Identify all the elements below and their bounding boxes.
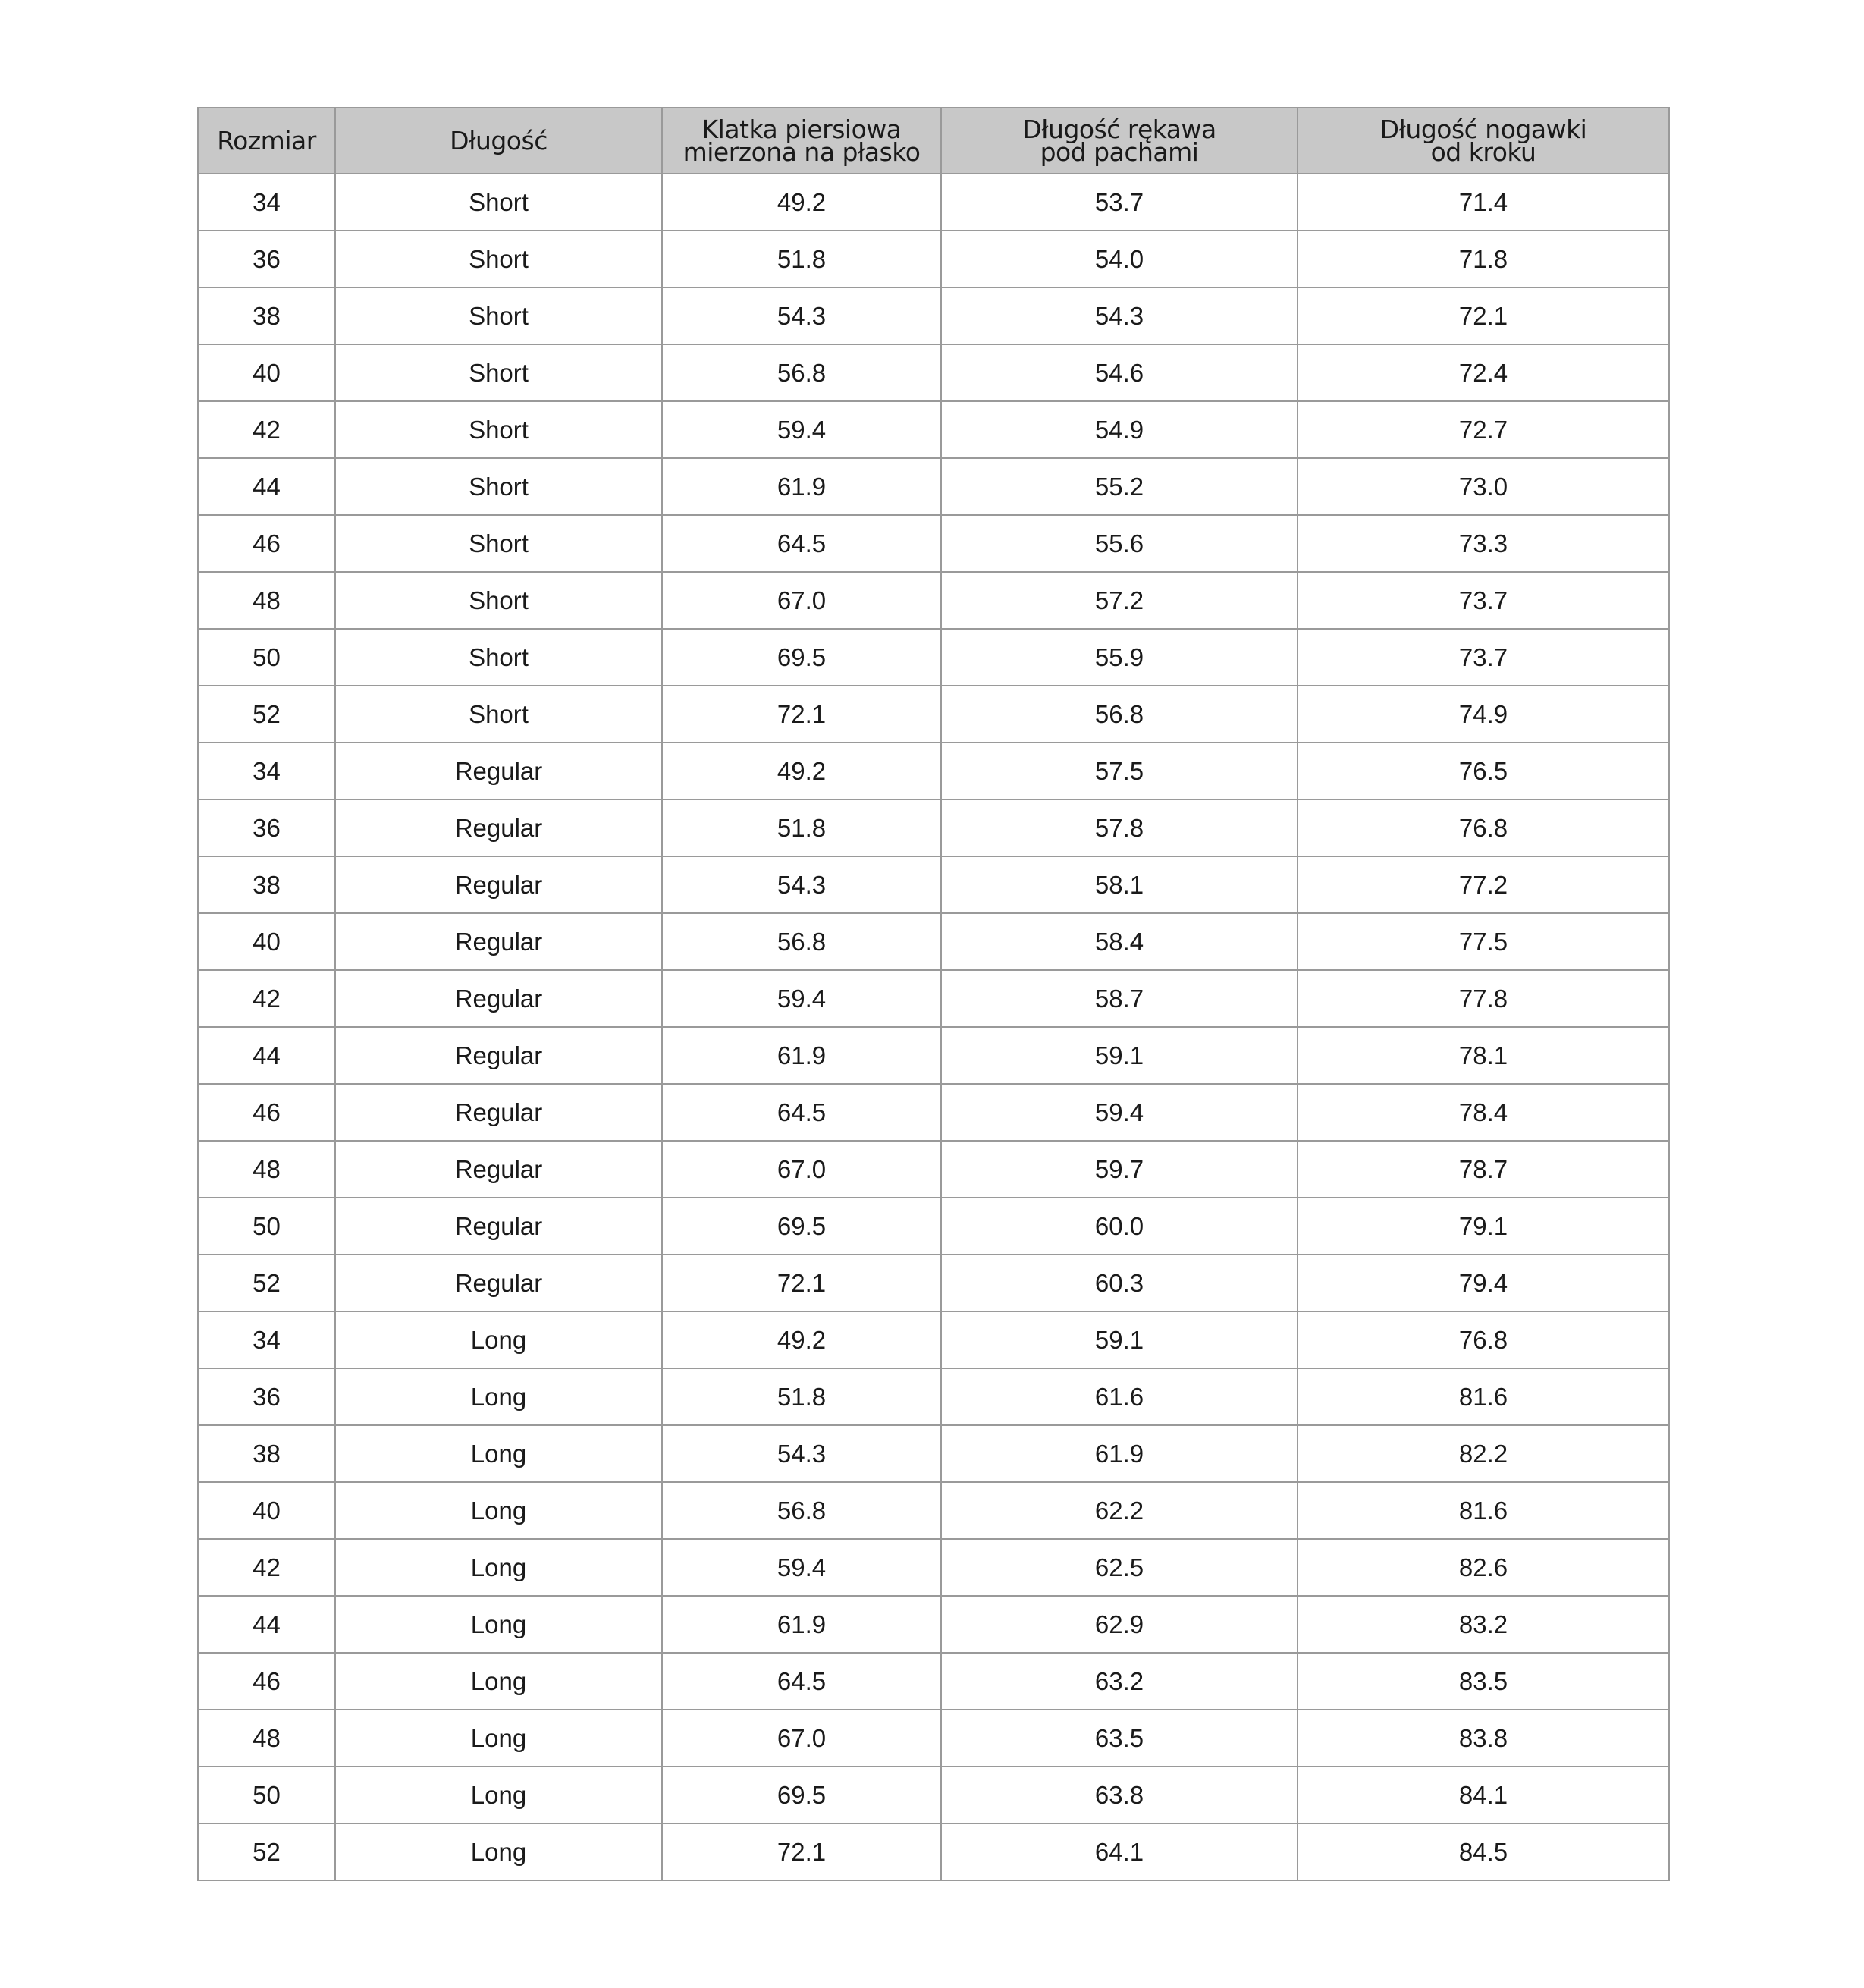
- cell-inseam: 74.9: [1298, 686, 1669, 743]
- table-row: [198, 1710, 1669, 1767]
- cell-inseam: 81.6: [1298, 1482, 1669, 1539]
- table-row: [198, 572, 1669, 629]
- header-sleeve: Długość rękawa pod pachami: [941, 108, 1298, 174]
- cell-chest: 54.3: [662, 1425, 941, 1482]
- cell-size: 46: [198, 515, 335, 572]
- table-row: [198, 174, 1669, 231]
- cell-inseam: 83.5: [1298, 1653, 1669, 1710]
- cell-chest: 59.4: [662, 970, 941, 1027]
- cell-length: Regular: [335, 799, 662, 856]
- table-row: [198, 1255, 1669, 1311]
- table-row: [198, 686, 1669, 743]
- cell-size: 48: [198, 1141, 335, 1198]
- table-row: [198, 1653, 1669, 1710]
- cell-sleeve: 57.2: [941, 572, 1298, 629]
- cell-length: Long: [335, 1311, 662, 1368]
- cell-sleeve: 54.6: [941, 344, 1298, 401]
- cell-chest: 72.1: [662, 686, 941, 743]
- cell-chest: 61.9: [662, 458, 941, 515]
- cell-chest: 67.0: [662, 1710, 941, 1767]
- cell-chest: 49.2: [662, 174, 941, 231]
- cell-inseam: 71.4: [1298, 174, 1669, 231]
- cell-inseam: 84.5: [1298, 1823, 1669, 1880]
- cell-sleeve: 59.1: [941, 1311, 1298, 1368]
- cell-chest: 64.5: [662, 1084, 941, 1141]
- table-row: [198, 1482, 1669, 1539]
- cell-size: 48: [198, 1710, 335, 1767]
- table-row: [198, 515, 1669, 572]
- cell-size: 36: [198, 231, 335, 287]
- cell-length: Long: [335, 1767, 662, 1823]
- table-row: [198, 1539, 1669, 1596]
- cell-chest: 64.5: [662, 515, 941, 572]
- cell-sleeve: 61.6: [941, 1368, 1298, 1425]
- cell-sleeve: 58.4: [941, 913, 1298, 970]
- cell-sleeve: 54.9: [941, 401, 1298, 458]
- cell-length: Long: [335, 1710, 662, 1767]
- table-row: [198, 1823, 1669, 1880]
- cell-inseam: 78.7: [1298, 1141, 1669, 1198]
- table-row: [198, 287, 1669, 344]
- header-size: Rozmiar: [198, 108, 335, 174]
- table-row: [198, 856, 1669, 913]
- cell-inseam: 77.2: [1298, 856, 1669, 913]
- cell-chest: 72.1: [662, 1823, 941, 1880]
- cell-chest: 61.9: [662, 1027, 941, 1084]
- cell-size: 34: [198, 174, 335, 231]
- cell-inseam: 72.4: [1298, 344, 1669, 401]
- table-row: [198, 1141, 1669, 1198]
- cell-length: Short: [335, 231, 662, 287]
- cell-chest: 54.3: [662, 856, 941, 913]
- cell-size: 40: [198, 1482, 335, 1539]
- cell-inseam: 73.7: [1298, 572, 1669, 629]
- cell-size: 46: [198, 1084, 335, 1141]
- table-row: [198, 458, 1669, 515]
- cell-length: Regular: [335, 1255, 662, 1311]
- cell-length: Short: [335, 686, 662, 743]
- cell-size: 42: [198, 1539, 335, 1596]
- cell-chest: 56.8: [662, 344, 941, 401]
- cell-sleeve: 63.5: [941, 1710, 1298, 1767]
- cell-inseam: 79.4: [1298, 1255, 1669, 1311]
- cell-sleeve: 58.1: [941, 856, 1298, 913]
- cell-inseam: 83.8: [1298, 1710, 1669, 1767]
- table-row: [198, 913, 1669, 970]
- cell-sleeve: 58.7: [941, 970, 1298, 1027]
- cell-chest: 72.1: [662, 1255, 941, 1311]
- cell-size: 52: [198, 686, 335, 743]
- header-length: Długość: [335, 108, 662, 174]
- cell-size: 50: [198, 1198, 335, 1255]
- cell-sleeve: 54.0: [941, 231, 1298, 287]
- cell-sleeve: 63.2: [941, 1653, 1298, 1710]
- cell-size: 38: [198, 1425, 335, 1482]
- cell-sleeve: 60.0: [941, 1198, 1298, 1255]
- cell-size: 52: [198, 1823, 335, 1880]
- cell-length: Short: [335, 629, 662, 686]
- cell-inseam: 76.8: [1298, 1311, 1669, 1368]
- cell-sleeve: 59.1: [941, 1027, 1298, 1084]
- cell-size: 36: [198, 1368, 335, 1425]
- cell-length: Long: [335, 1539, 662, 1596]
- cell-size: 38: [198, 856, 335, 913]
- cell-inseam: 82.2: [1298, 1425, 1669, 1482]
- cell-length: Long: [335, 1425, 662, 1482]
- cell-inseam: 73.0: [1298, 458, 1669, 515]
- cell-inseam: 78.4: [1298, 1084, 1669, 1141]
- cell-length: Short: [335, 344, 662, 401]
- cell-length: Short: [335, 572, 662, 629]
- cell-length: Long: [335, 1653, 662, 1710]
- cell-inseam: 83.2: [1298, 1596, 1669, 1653]
- table-row: [198, 231, 1669, 287]
- cell-inseam: 76.5: [1298, 743, 1669, 799]
- cell-length: Long: [335, 1823, 662, 1880]
- cell-sleeve: 60.3: [941, 1255, 1298, 1311]
- cell-length: Short: [335, 174, 662, 231]
- table-row: [198, 743, 1669, 799]
- table-row: [198, 1027, 1669, 1084]
- cell-size: 44: [198, 458, 335, 515]
- cell-size: 44: [198, 1027, 335, 1084]
- cell-chest: 69.5: [662, 1198, 941, 1255]
- cell-chest: 56.8: [662, 913, 941, 970]
- cell-chest: 59.4: [662, 401, 941, 458]
- cell-chest: 64.5: [662, 1653, 941, 1710]
- cell-length: Regular: [335, 1084, 662, 1141]
- cell-length: Regular: [335, 1198, 662, 1255]
- cell-size: 48: [198, 572, 335, 629]
- cell-inseam: 77.8: [1298, 970, 1669, 1027]
- cell-size: 46: [198, 1653, 335, 1710]
- cell-sleeve: 55.9: [941, 629, 1298, 686]
- cell-length: Regular: [335, 1027, 662, 1084]
- cell-inseam: 76.8: [1298, 799, 1669, 856]
- cell-sleeve: 63.8: [941, 1767, 1298, 1823]
- cell-size: 52: [198, 1255, 335, 1311]
- cell-inseam: 71.8: [1298, 231, 1669, 287]
- cell-inseam: 79.1: [1298, 1198, 1669, 1255]
- cell-sleeve: 61.9: [941, 1425, 1298, 1482]
- table-row: [198, 1767, 1669, 1823]
- table-body: [198, 174, 1669, 1880]
- header-row: [198, 108, 1669, 174]
- cell-length: Regular: [335, 856, 662, 913]
- cell-size: 42: [198, 401, 335, 458]
- cell-chest: 49.2: [662, 1311, 941, 1368]
- table-row: [198, 970, 1669, 1027]
- cell-sleeve: 64.1: [941, 1823, 1298, 1880]
- cell-chest: 67.0: [662, 1141, 941, 1198]
- cell-inseam: 73.7: [1298, 629, 1669, 686]
- size-chart-table: [197, 107, 1670, 1881]
- cell-inseam: 84.1: [1298, 1767, 1669, 1823]
- cell-length: Short: [335, 515, 662, 572]
- table-header: [198, 108, 1669, 174]
- cell-inseam: 73.3: [1298, 515, 1669, 572]
- cell-length: Short: [335, 458, 662, 515]
- cell-inseam: 72.1: [1298, 287, 1669, 344]
- cell-length: Regular: [335, 1141, 662, 1198]
- table-row: [198, 799, 1669, 856]
- cell-sleeve: 59.7: [941, 1141, 1298, 1198]
- cell-sleeve: 57.8: [941, 799, 1298, 856]
- table-row: [198, 1596, 1669, 1653]
- cell-chest: 51.8: [662, 1368, 941, 1425]
- table-row: [198, 1368, 1669, 1425]
- cell-chest: 69.5: [662, 629, 941, 686]
- table-row: [198, 401, 1669, 458]
- cell-sleeve: 55.2: [941, 458, 1298, 515]
- header-inseam: Długość nogawki od kroku: [1298, 108, 1669, 174]
- cell-size: 40: [198, 913, 335, 970]
- cell-sleeve: 62.9: [941, 1596, 1298, 1653]
- cell-chest: 61.9: [662, 1596, 941, 1653]
- cell-chest: 56.8: [662, 1482, 941, 1539]
- cell-size: 42: [198, 970, 335, 1027]
- cell-sleeve: 55.6: [941, 515, 1298, 572]
- cell-size: 38: [198, 287, 335, 344]
- table-row: [198, 1425, 1669, 1482]
- cell-chest: 51.8: [662, 799, 941, 856]
- cell-chest: 54.3: [662, 287, 941, 344]
- cell-chest: 51.8: [662, 231, 941, 287]
- table-row: [198, 1198, 1669, 1255]
- cell-chest: 59.4: [662, 1539, 941, 1596]
- cell-length: Regular: [335, 913, 662, 970]
- cell-size: 36: [198, 799, 335, 856]
- cell-sleeve: 62.5: [941, 1539, 1298, 1596]
- cell-size: 50: [198, 1767, 335, 1823]
- cell-inseam: 82.6: [1298, 1539, 1669, 1596]
- cell-chest: 69.5: [662, 1767, 941, 1823]
- table-row: [198, 629, 1669, 686]
- cell-inseam: 77.5: [1298, 913, 1669, 970]
- cell-chest: 49.2: [662, 743, 941, 799]
- cell-sleeve: 54.3: [941, 287, 1298, 344]
- cell-size: 44: [198, 1596, 335, 1653]
- table-row: [198, 1084, 1669, 1141]
- cell-length: Long: [335, 1368, 662, 1425]
- table-row: [198, 1311, 1669, 1368]
- header-chest: Klatka piersiowa mierzona na płasko: [662, 108, 941, 174]
- cell-length: Long: [335, 1596, 662, 1653]
- table-row: [198, 344, 1669, 401]
- cell-sleeve: 56.8: [941, 686, 1298, 743]
- cell-chest: 67.0: [662, 572, 941, 629]
- cell-size: 34: [198, 1311, 335, 1368]
- cell-inseam: 78.1: [1298, 1027, 1669, 1084]
- cell-length: Short: [335, 287, 662, 344]
- cell-sleeve: 59.4: [941, 1084, 1298, 1141]
- cell-length: Long: [335, 1482, 662, 1539]
- cell-inseam: 72.7: [1298, 401, 1669, 458]
- cell-length: Short: [335, 401, 662, 458]
- cell-sleeve: 62.2: [941, 1482, 1298, 1539]
- cell-size: 40: [198, 344, 335, 401]
- cell-sleeve: 53.7: [941, 174, 1298, 231]
- cell-length: Regular: [335, 743, 662, 799]
- cell-sleeve: 57.5: [941, 743, 1298, 799]
- cell-length: Regular: [335, 970, 662, 1027]
- cell-inseam: 81.6: [1298, 1368, 1669, 1425]
- cell-size: 50: [198, 629, 335, 686]
- cell-size: 34: [198, 743, 335, 799]
